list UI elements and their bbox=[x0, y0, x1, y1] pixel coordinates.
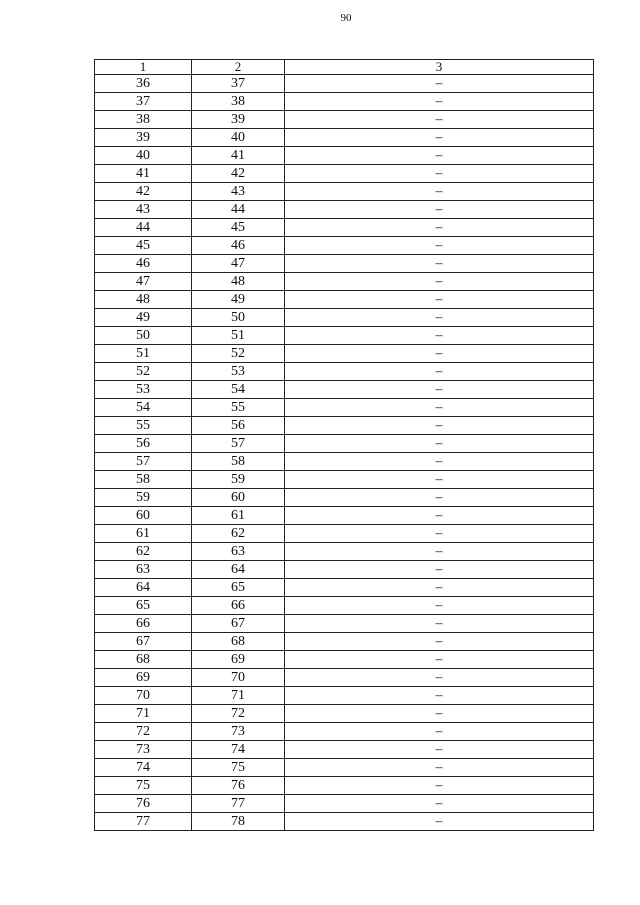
table-cell-col-1: 41 bbox=[95, 165, 192, 183]
table-cell-col-1: 61 bbox=[95, 525, 192, 543]
table-cell-col-1: 47 bbox=[95, 273, 192, 291]
table-cell-col-2: 45 bbox=[192, 219, 285, 237]
table-cell-col-1: 75 bbox=[95, 777, 192, 795]
table-row bbox=[95, 165, 594, 183]
table-cell-col-2: 39 bbox=[192, 111, 285, 129]
table-row bbox=[95, 651, 594, 669]
table-cell-col-1: 58 bbox=[95, 471, 192, 489]
table-cell-col-3: – bbox=[285, 237, 594, 255]
table-row bbox=[95, 363, 594, 381]
table-cell-col-2: 41 bbox=[192, 147, 285, 165]
table-cell-col-1: 70 bbox=[95, 687, 192, 705]
table-row bbox=[95, 273, 594, 291]
header-cell-3: 3 bbox=[285, 60, 594, 75]
table-cell-col-3: – bbox=[285, 399, 594, 417]
table-cell-col-2: 67 bbox=[192, 615, 285, 633]
table-row bbox=[95, 687, 594, 705]
table-row bbox=[95, 615, 594, 633]
table-row bbox=[95, 561, 594, 579]
table-cell-col-3: – bbox=[285, 543, 594, 561]
table-cell-col-3: – bbox=[285, 345, 594, 363]
table-cell-col-1: 53 bbox=[95, 381, 192, 399]
table-cell-col-2: 71 bbox=[192, 687, 285, 705]
table-cell-col-1: 49 bbox=[95, 309, 192, 327]
table-cell-col-3: – bbox=[285, 75, 594, 93]
table-row bbox=[95, 489, 594, 507]
table-cell-col-1: 44 bbox=[95, 219, 192, 237]
table-row bbox=[95, 435, 594, 453]
table-cell-col-1: 39 bbox=[95, 129, 192, 147]
table-cell-col-3: – bbox=[285, 111, 594, 129]
table-cell-col-2: 37 bbox=[192, 75, 285, 93]
table-row bbox=[95, 237, 594, 255]
table-cell-col-2: 48 bbox=[192, 273, 285, 291]
table-cell-col-1: 77 bbox=[95, 813, 192, 831]
table-cell-col-1: 62 bbox=[95, 543, 192, 561]
table-cell-col-2: 63 bbox=[192, 543, 285, 561]
table-cell-col-3: – bbox=[285, 471, 594, 489]
table-cell-col-3: – bbox=[285, 669, 594, 687]
table-row bbox=[95, 579, 594, 597]
table-cell-col-2: 51 bbox=[192, 327, 285, 345]
table-cell-col-2: 53 bbox=[192, 363, 285, 381]
table-row bbox=[95, 291, 594, 309]
table-cell-col-3: – bbox=[285, 219, 594, 237]
table-cell-col-3: – bbox=[285, 291, 594, 309]
table-cell-col-3: – bbox=[285, 165, 594, 183]
table-cell-col-1: 72 bbox=[95, 723, 192, 741]
table-row bbox=[95, 705, 594, 723]
table-cell-col-2: 55 bbox=[192, 399, 285, 417]
table-row bbox=[95, 201, 594, 219]
table-cell-col-3: – bbox=[285, 93, 594, 111]
header-cell-1: 1 bbox=[95, 60, 192, 75]
table-cell-col-2: 38 bbox=[192, 93, 285, 111]
table-cell-col-2: 62 bbox=[192, 525, 285, 543]
table-cell-col-1: 66 bbox=[95, 615, 192, 633]
table-cell-col-2: 42 bbox=[192, 165, 285, 183]
table-cell-col-3: – bbox=[285, 615, 594, 633]
table-row bbox=[95, 75, 594, 93]
table-cell-col-2: 64 bbox=[192, 561, 285, 579]
table-cell-col-3: – bbox=[285, 579, 594, 597]
table-cell-col-2: 47 bbox=[192, 255, 285, 273]
table-cell-col-3: – bbox=[285, 651, 594, 669]
table-cell-col-3: – bbox=[285, 363, 594, 381]
table-cell-col-3: – bbox=[285, 813, 594, 831]
table-row bbox=[95, 129, 594, 147]
table-row bbox=[95, 345, 594, 363]
table-row bbox=[95, 399, 594, 417]
table-row bbox=[95, 777, 594, 795]
table-cell-col-1: 67 bbox=[95, 633, 192, 651]
table-cell-col-1: 36 bbox=[95, 75, 192, 93]
table-cell-col-1: 42 bbox=[95, 183, 192, 201]
table-row bbox=[95, 147, 594, 165]
table-cell-col-1: 46 bbox=[95, 255, 192, 273]
table-cell-col-1: 60 bbox=[95, 507, 192, 525]
data-table bbox=[94, 59, 594, 831]
table-cell-col-1: 48 bbox=[95, 291, 192, 309]
table-cell-col-1: 37 bbox=[95, 93, 192, 111]
table-cell-col-1: 56 bbox=[95, 435, 192, 453]
table-cell-col-2: 61 bbox=[192, 507, 285, 525]
table-cell-col-3: – bbox=[285, 489, 594, 507]
table-cell-col-3: – bbox=[285, 183, 594, 201]
table-row bbox=[95, 741, 594, 759]
table-row bbox=[95, 795, 594, 813]
table-row bbox=[95, 507, 594, 525]
table-row bbox=[95, 525, 594, 543]
table-cell-col-2: 56 bbox=[192, 417, 285, 435]
table-row bbox=[95, 219, 594, 237]
table-cell-col-3: – bbox=[285, 633, 594, 651]
table-cell-col-2: 54 bbox=[192, 381, 285, 399]
table-cell-col-2: 72 bbox=[192, 705, 285, 723]
table-cell-col-2: 75 bbox=[192, 759, 285, 777]
table-cell-col-2: 78 bbox=[192, 813, 285, 831]
table-cell-col-3: – bbox=[285, 273, 594, 291]
table-row bbox=[95, 183, 594, 201]
table-cell-col-1: 71 bbox=[95, 705, 192, 723]
table-row bbox=[95, 309, 594, 327]
table-cell-col-3: – bbox=[285, 561, 594, 579]
table-row bbox=[95, 327, 594, 345]
table-row bbox=[95, 597, 594, 615]
table-cell-col-2: 74 bbox=[192, 741, 285, 759]
table-cell-col-1: 73 bbox=[95, 741, 192, 759]
table-cell-col-1: 43 bbox=[95, 201, 192, 219]
table-cell-col-2: 57 bbox=[192, 435, 285, 453]
table-cell-col-3: – bbox=[285, 597, 594, 615]
table-cell-col-3: – bbox=[285, 417, 594, 435]
table-header-row bbox=[95, 60, 594, 75]
page-number: 90 bbox=[340, 12, 352, 24]
table-cell-col-3: – bbox=[285, 453, 594, 471]
table-cell-col-3: – bbox=[285, 381, 594, 399]
table-row bbox=[95, 111, 594, 129]
table-cell-col-3: – bbox=[285, 435, 594, 453]
table-cell-col-3: – bbox=[285, 723, 594, 741]
table-row bbox=[95, 381, 594, 399]
table-cell-col-1: 52 bbox=[95, 363, 192, 381]
table-cell-col-2: 66 bbox=[192, 597, 285, 615]
table-cell-col-3: – bbox=[285, 255, 594, 273]
table-cell-col-1: 50 bbox=[95, 327, 192, 345]
table-cell-col-1: 59 bbox=[95, 489, 192, 507]
table-cell-col-2: 58 bbox=[192, 453, 285, 471]
table-cell-col-1: 65 bbox=[95, 597, 192, 615]
table-cell-col-1: 74 bbox=[95, 759, 192, 777]
table-cell-col-3: – bbox=[285, 741, 594, 759]
table-cell-col-2: 76 bbox=[192, 777, 285, 795]
table-cell-col-2: 70 bbox=[192, 669, 285, 687]
table-cell-col-1: 68 bbox=[95, 651, 192, 669]
table-row bbox=[95, 759, 594, 777]
table-row bbox=[95, 813, 594, 831]
table-cell-col-2: 77 bbox=[192, 795, 285, 813]
table-row bbox=[95, 93, 594, 111]
table-cell-col-3: – bbox=[285, 777, 594, 795]
table-cell-col-1: 63 bbox=[95, 561, 192, 579]
table-row bbox=[95, 255, 594, 273]
table-cell-col-1: 54 bbox=[95, 399, 192, 417]
table-row bbox=[95, 417, 594, 435]
table-cell-col-1: 40 bbox=[95, 147, 192, 165]
table-cell-col-2: 52 bbox=[192, 345, 285, 363]
table-cell-col-2: 60 bbox=[192, 489, 285, 507]
table-cell-col-3: – bbox=[285, 147, 594, 165]
table-cell-col-3: – bbox=[285, 327, 594, 345]
table-cell-col-1: 69 bbox=[95, 669, 192, 687]
table-cell-col-1: 64 bbox=[95, 579, 192, 597]
table-cell-col-3: – bbox=[285, 507, 594, 525]
table-row bbox=[95, 471, 594, 489]
table-cell-col-3: – bbox=[285, 201, 594, 219]
table-cell-col-2: 73 bbox=[192, 723, 285, 741]
table-cell-col-2: 59 bbox=[192, 471, 285, 489]
table-cell-col-3: – bbox=[285, 525, 594, 543]
table-cell-col-2: 43 bbox=[192, 183, 285, 201]
table-cell-col-3: – bbox=[285, 687, 594, 705]
table-cell-col-2: 44 bbox=[192, 201, 285, 219]
table-cell-col-3: – bbox=[285, 129, 594, 147]
table-cell-col-3: – bbox=[285, 309, 594, 327]
table-row bbox=[95, 453, 594, 471]
table-cell-col-2: 49 bbox=[192, 291, 285, 309]
table-cell-col-1: 55 bbox=[95, 417, 192, 435]
table-cell-col-2: 40 bbox=[192, 129, 285, 147]
table-cell-col-1: 76 bbox=[95, 795, 192, 813]
table-body bbox=[95, 60, 594, 831]
table-cell-col-1: 57 bbox=[95, 453, 192, 471]
table-cell-col-3: – bbox=[285, 759, 594, 777]
table-cell-col-3: – bbox=[285, 705, 594, 723]
table-cell-col-1: 45 bbox=[95, 237, 192, 255]
table-row bbox=[95, 543, 594, 561]
table-cell-col-1: 38 bbox=[95, 111, 192, 129]
table-row bbox=[95, 669, 594, 687]
table-cell-col-2: 69 bbox=[192, 651, 285, 669]
table-cell-col-2: 46 bbox=[192, 237, 285, 255]
table-cell-col-2: 65 bbox=[192, 579, 285, 597]
header-cell-2: 2 bbox=[192, 60, 285, 75]
table-row bbox=[95, 723, 594, 741]
table-cell-col-1: 51 bbox=[95, 345, 192, 363]
table-cell-col-2: 50 bbox=[192, 309, 285, 327]
table-cell-col-2: 68 bbox=[192, 633, 285, 651]
table-row bbox=[95, 633, 594, 651]
table-cell-col-3: – bbox=[285, 795, 594, 813]
